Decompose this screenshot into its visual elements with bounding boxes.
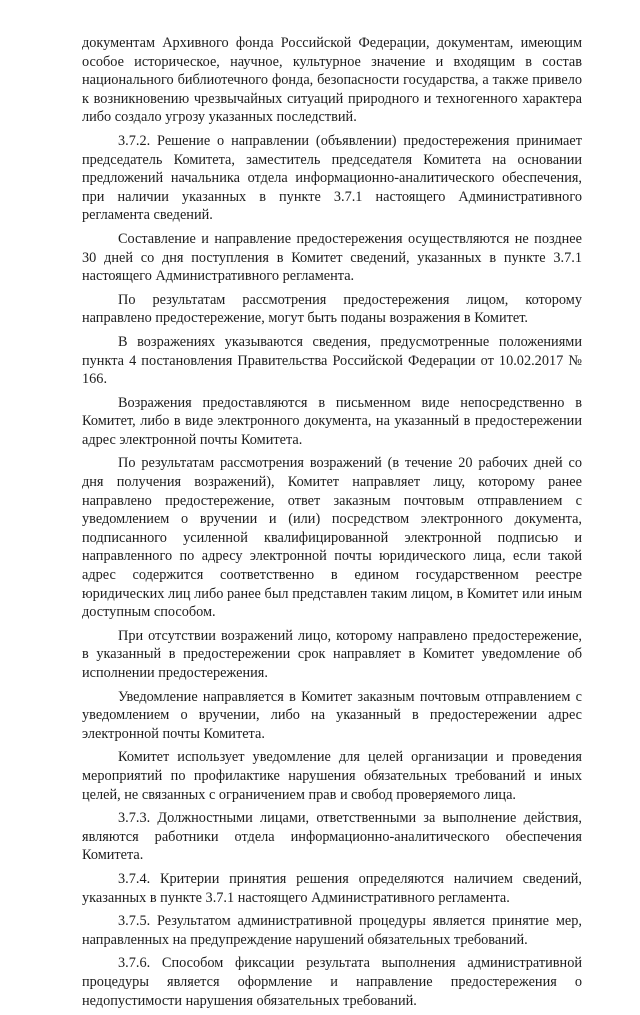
paragraph-notification: Уведомление направляется в Комитет заказным почтовым отправлением с уведомлением о вручении, либо на указанный в предостережении адрес электронной почты Комитета. [82,688,582,742]
paragraph-deadline: Составление и направление предостережения осуществляются не позднее 30 дней со дня поступления в Комитет сведений, указанных в пункте 3.7.1 настоящего Административного регламента. [82,230,582,285]
paragraph-3-7-4: 3.7.4. Критерии принятия решения определяются наличием сведений, указанных в пункте 3.7.1 настоящего Административного регламента. [82,870,582,906]
paragraph-objections-review: По результатам рассмотрения возражений (в течение 20 рабочих дней со дня получения возражений), Комитет направляет лицу, которому ранее направлено предостережение, ответ заказным почтовым отправлением с уведомлением о вручении и (или) посредством электронного документа, подписанного усиленной квалифицированной электронной подписью и направленного по адресу электронной почты юридического лица, если такой адрес содержится соответственно в едином государственном реестре юридических лиц либо ранее был представлен таким лицом, в Комитет или иным доступным способом. [82,455,582,621]
paragraph-notification-use: Комитет использует уведомление для целей организации и проведения мероприятий по профилактике нарушения обязательных требований и иных целей, не связанных с ограничением прав и свобод проверяемого лица. [82,749,582,803]
paragraph-objections-form: Возражения предоставляются в письменном виде непосредственно в Комитет, либо в виде электронного документа, на указанный в предостережении адрес электронной почты Комитета. [82,394,582,448]
paragraph-3-7-2: 3.7.2. Решение о направлении (объявлении) предостережения принимает председатель Комитета, заместитель председателя Комитета на основании предложений начальника отдела информационно-аналитического обеспечения, при наличии указанных в пункте 3.7.1 настоящего Административного регламента сведений. [82,132,582,224]
paragraph-3-7-5: 3.7.5. Результатом административной процедуры является принятие мер, направленных на предупреждение нарушений обязательных требований. [82,913,582,948]
paragraph-continuation: документам Архивного фонда Российской Федерации, документам, имеющим особое историческое, научное, культурное значение и входящим в состав национального библиотечного фонда, безопасности государства, а также привело к возникновению чрезвычайных ситуаций природного и техногенного характера либо создало угрозу указанных последствий. [82,35,582,126]
paragraph-3-7-3: 3.7.3. Должностными лицами, ответственными за выполнение действия, являются работники отдела информационно-аналитического обеспечения Комитета. [82,810,582,864]
paragraph-objections-filing: По результатам рассмотрения предостережения лицом, которому направлено предостережение, могут быть поданы возражения в Комитет. [82,291,582,327]
paragraph-3-7-6: 3.7.6. Способом фиксации результата выполнения административной процедуры является оформление и направление предостережения о недопустимости нарушения обязательных требований. [82,955,582,1009]
document-page [82,34,582,1015]
paragraph-objections-content: В возражениях указываются сведения, предусмотренные положениями пункта 4 постановления Правительства Российской Федерации от 10.02.2017 № 166. [82,333,582,388]
paragraph-no-objections: При отсутствии возражений лицо, которому направлено предостережение, в указанный в предостережении срок направляет в Комитет уведомление об исполнении предостережения. [82,627,582,681]
